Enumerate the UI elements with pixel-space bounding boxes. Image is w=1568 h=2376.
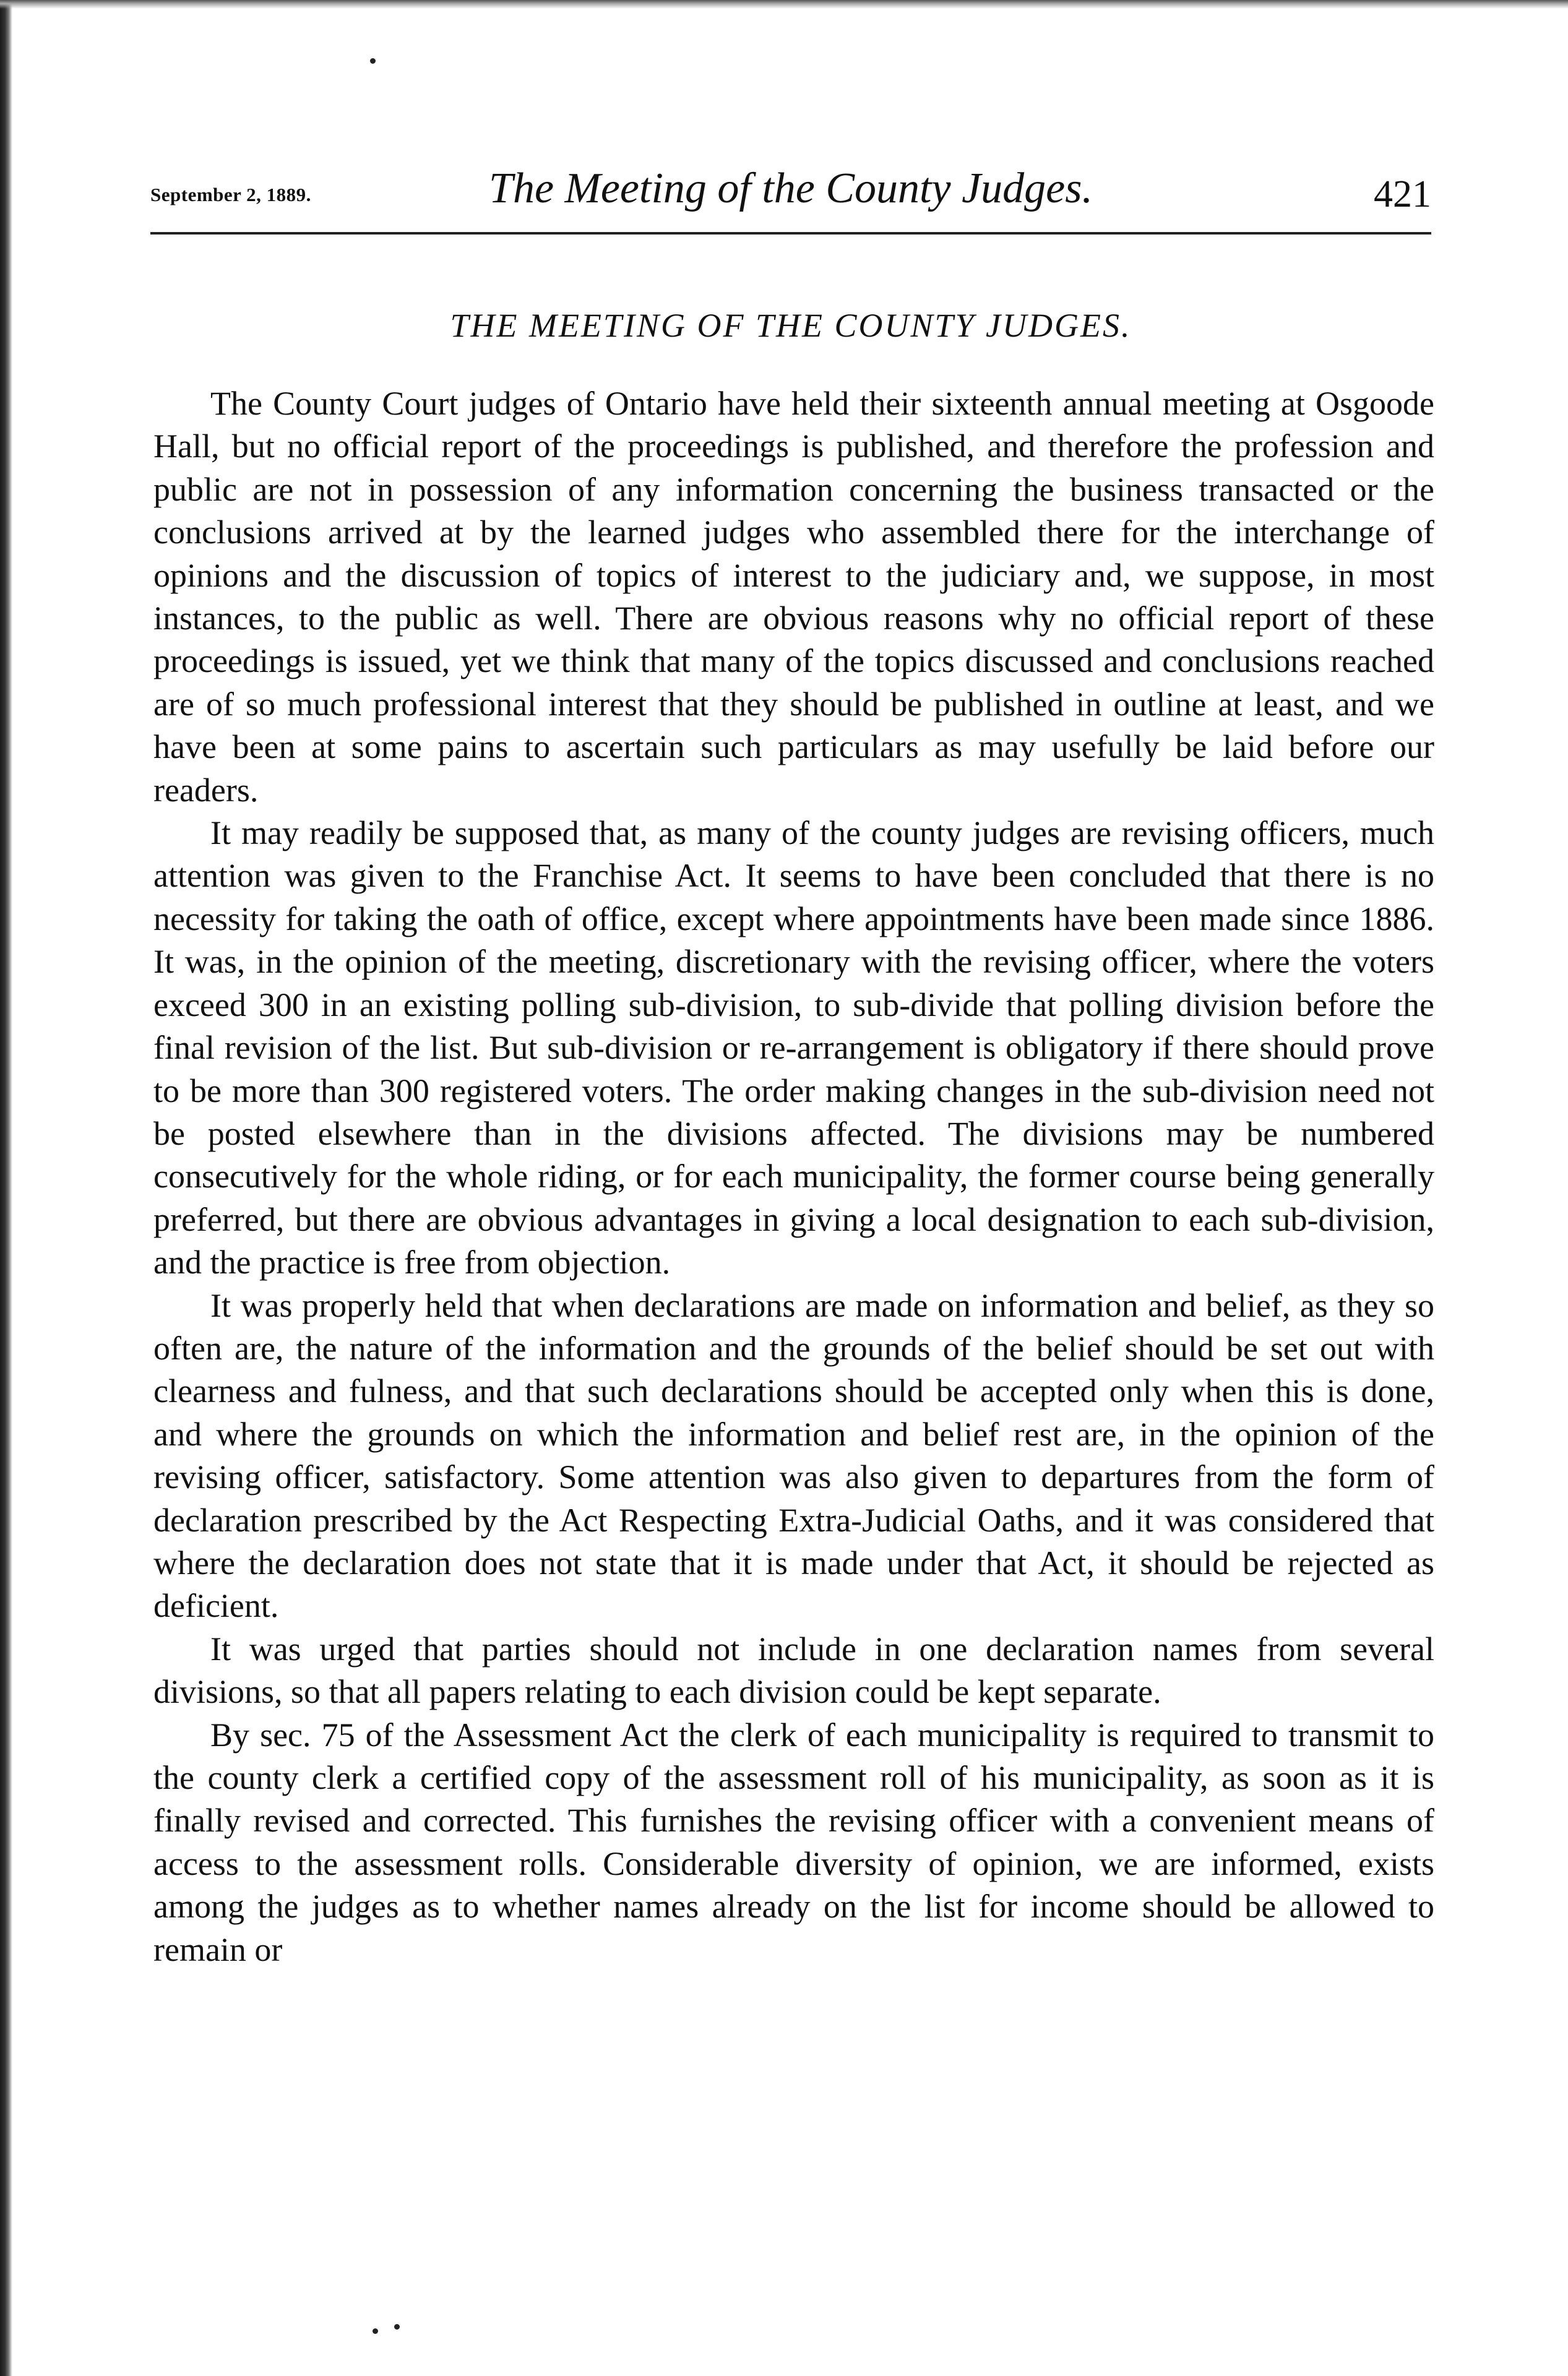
article-title: THE MEETING OF THE COUNTY JUDGES. xyxy=(450,307,1132,344)
article-paragraph: By sec. 75 of the Assessment Act the clerk of each municipality is required to transmit to the county clerk a certified copy of the assessment roll of his municipality, as soon as it is finally revised and corrected. This furnishes the revising officer with a convenient means of access to the assessment rolls. Considerable diversity of opinion, we are informed, exists among the judges as to whether names already on the list for income should be allowed to remain or xyxy=(153,1716,1434,1968)
scan-speck xyxy=(370,58,376,64)
article-paragraph: The County Court judges of Ontario have held their sixteenth annual meeting at Osgoode Hall, but no official report of the proceedings is published, and therefore the profession and public are not in possession of any information concerning the business transacted or the conclusions arrived at by the learned judges who assembled there for the interchange of opinions and the discussion of topics of interest to the judiciary and, we suppose, in most instances, to the public as well. There are obvious reasons why no official report of these proceedings is issued, yet we think that many of the topics discussed and conclusions reached are of so much professional interest that they should be published in outline at least, and we have been at some pains to ascertain such particulars as may usefully be laid before our readers. xyxy=(153,385,1434,809)
article-paragraph: It was urged that parties should not include in one declaration names from several divisions, so that all papers relating to each division could be kept separate. xyxy=(153,1630,1434,1711)
running-head-date: September 2, 1889. xyxy=(150,184,311,205)
running-head-title: The Meeting of the County Judges. xyxy=(489,165,1093,212)
scan-speck xyxy=(394,2324,400,2330)
article-paragraph: It may readily be supposed that, as many of the county judges are revising officers, much attention was given to the Franchise Act. It seems to have been concluded that there is no necessity for taking the oath of office, except where appointments have been made since 1886. It was, in the opinion of the meeting, discretionary with the revising officer, where the voters exceed 300 in an existing polling sub-division, to sub-divide that polling division before the final revision of the list. But sub-division or re-arrangement is obligatory if there should prove to be more than 300 registered voters. The order making changes in the sub-division need not be posted elsewhere than in the divisions affected. The divisions may be numbered consecutively for the whole riding, or for each municipality, the former course being generally preferred, but there are obvious advantages in giving a local designation to each sub-division, and the practice is free from objection. xyxy=(153,814,1434,1281)
page-number: 421 xyxy=(1374,173,1431,215)
article-paragraph: It was properly held that when declarations are made on information and belief, as they so often are, the nature of the information and the grounds of the belief should be set out with clearness and fulness, and that such declarations should be accepted only when this is done, and where the grounds on which the information and belief rest are, in the opinion of the revising officer, satisfactory. Some attention was also given to departures from the form of declaration prescribed by the Act Respecting Extra-Judicial Oaths, and it was considered that where the declaration does not state that it is made under that Act, it should be rejected as deficient. xyxy=(153,1286,1434,1625)
running-head xyxy=(150,164,1431,235)
scan-left-edge xyxy=(0,0,12,2376)
scan-speck xyxy=(373,2328,378,2334)
article-body xyxy=(153,382,1434,1971)
scan-top-edge xyxy=(0,0,1568,9)
